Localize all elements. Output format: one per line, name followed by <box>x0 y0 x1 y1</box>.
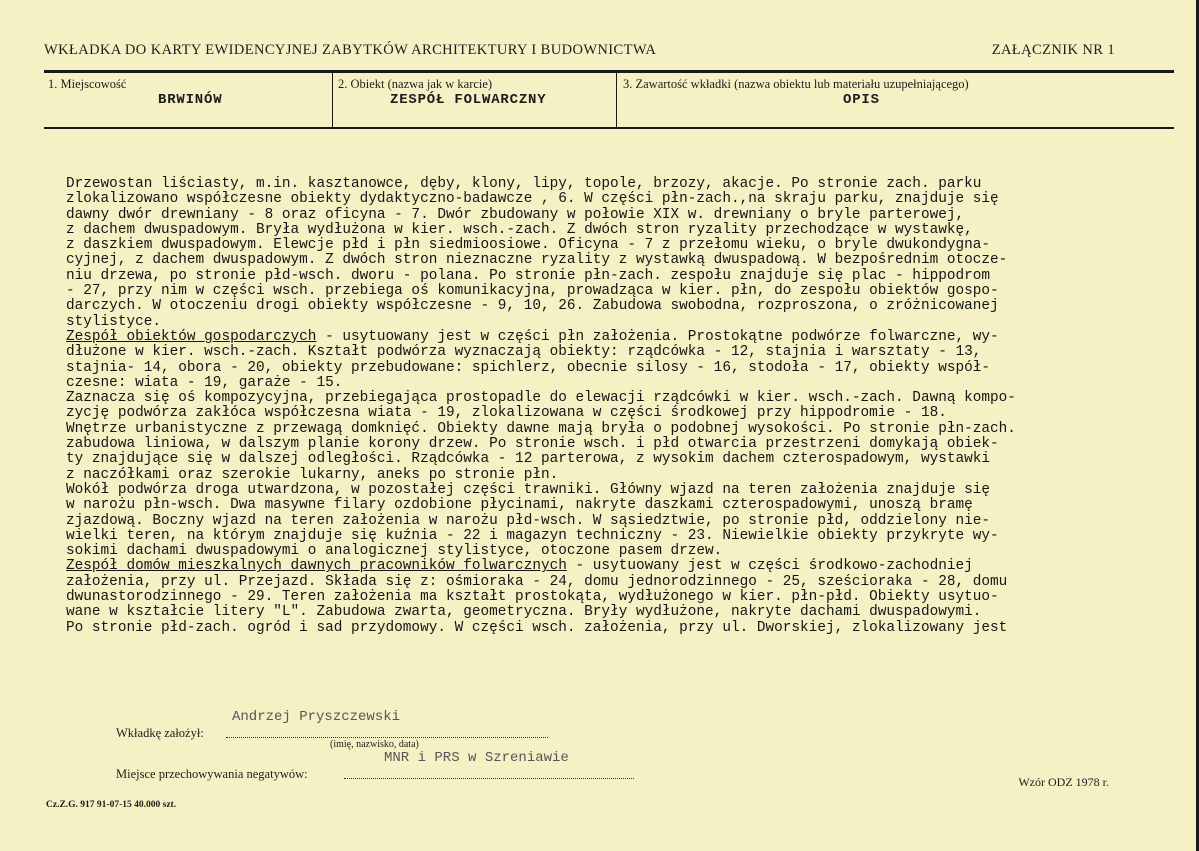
text-line: dwunastorodzinnego - 29. Teren założenia ma kształt prostokąta, wydłużonego w kier. płn-płd. Obiekty usytuo- <box>66 589 999 606</box>
created-by-caption: (imię, nazwisko, data) <box>330 739 419 750</box>
description-text <box>66 177 1181 636</box>
text-line: z dachem dwuspadowym. Bryła wydłużona w kier. wsch.-zach. Z dwóch stron ryzality przechodzące w wystawkę, <box>66 221 973 238</box>
print-info: Cz.Z.G. 917 91-07-15 40.000 szt. <box>46 800 177 810</box>
created-by-value: Andrzej Pryszczewski <box>232 709 401 725</box>
text-line: zlokalizowano współczesne obiekty dydaktyczno-badawcze , 6. W części płn-zach.,na skraju parku, znajduje się <box>66 191 999 208</box>
text-line: z daszkiem dwuspadowym. Elewcje płd i płn siedmioosiowe. Oficyna - 7 z przełomu wieku, o bryle dwukondygna- <box>66 237 991 254</box>
locality-label: 1. Miejscowość <box>48 77 127 91</box>
text-line: dłużone w kier. wsch.-zach. Kształt podwórza wyznaczają obiekty: rządcówka - 12, stajnia i warsztaty - 13, <box>66 344 982 361</box>
text-line: wane w kształcie litery "L". Zabudowa zwarta, geometryczna. Bryły wydłużone, nakryte dachami dwuspadowymi. <box>66 604 982 621</box>
text-line: ty znajdujące się w dalszej odległości. Rządcówka - 12 parterowa, z wysokim dachem czterospadowym, wystawki <box>66 451 991 468</box>
text-line: w narożu płn-wsch. Dwa masywne filary ozdobione płycinami, nakryte daszkami czterospadowymi, unoszą bramę <box>66 497 973 514</box>
content-value: OPIS <box>843 92 880 108</box>
signature-line <box>226 737 548 738</box>
text-line: cyjnej, z dachem dwuspadowym. Z dwóch stron nieznaczne ryzality z wystawką dwuspadową. W bezpośrednim otocze- <box>66 252 1008 269</box>
locality-value: BRWINÓW <box>158 92 223 108</box>
text-line: - usytuowany jest w części płn założenia. Prostokątne podwórze folwarczne, wy- <box>325 328 999 345</box>
storage-label: Miejsce przechowywania negatywów: <box>116 767 308 781</box>
text-line: zycję podwórza zakłóca współczesna wiata - 19, zlokalizowana w części środkowej przy hippodromie - 18. <box>66 405 947 422</box>
section-heading: Zespół obiektów gospodarczych <box>66 328 317 345</box>
text-line: Zaznacza się oś kompozycyjna, przebiegająca prostopadle do elewacji rządcówki w kier. wsch.-zach. Dawną kompo- <box>66 390 1016 407</box>
text-line: zabudowa liniowa, w dalszym planie korony drzew. Po stronie wsch. i płd otwarcia przestrzeni domykają obiek- <box>66 436 999 453</box>
text-line: - usytuowany jest w części środkowo-zachodniej <box>566 558 973 575</box>
text-line: czesne: wiata - 19, garaże - 15. <box>66 374 343 391</box>
text-line: Wokół podwórza droga utwardzona, w pozostałej części trawniki. Główny wjazd na teren założenia znajduje się <box>66 481 991 498</box>
object-label: 2. Obiekt (nazwa jak w karcie) <box>338 77 493 91</box>
text-line: zjazdową. Boczny wjazd na teren założenia w narożu płd-wsch. W sąsiedztwie, po stronie płd, oddzielony nie- <box>66 512 991 529</box>
form-title: WKŁADKA DO KARTY EWIDENCYJNEJ ZABYTKÓW ARCHITEKTURY I BUDOWNICTWA <box>44 42 657 58</box>
text-line: sokimi dachami dwuspadowymi o analogicznej stylistyce, otoczone pasem drzew. <box>66 543 723 560</box>
text-line: darczych. W otoczeniu drogi obiekty współczesne - 9, 10, 26. Zabudowa swobodna, rozproszona, o zróżnicowanej <box>66 298 999 315</box>
bottom-rule <box>44 127 1174 129</box>
annex-number: ZAŁĄCZNIK NR 1 <box>991 42 1115 58</box>
top-rule <box>44 70 1174 73</box>
text-line: niu drzewa, po stronie płd-wsch. dworu - polana. Po stronie płn-zach. zespołu znajduje się plac - hippodrom <box>66 267 991 284</box>
column-divider <box>616 73 617 127</box>
text-line: stylistyce. <box>66 313 161 330</box>
text-line: Drzewostan liściasty, m.in. kasztanowce, dęby, klony, lipy, topole, brzozy, akacje. Po stronie zach. parku <box>66 176 982 192</box>
template-id: Wzór ODZ 1978 r. <box>1018 775 1109 789</box>
text-line: założenia, przy ul. Przejazd. Składa się z: ośmioraka - 24, domu jednorodzinnego - 25, sześcioraka - 28, domu <box>66 573 1008 590</box>
section-heading: Zespół domów mieszkalnych dawnych pracowników folwarcznych <box>66 558 567 575</box>
storage-line <box>344 778 634 779</box>
text-line: - 27, przy nim w części wsch. przebiega oś komunikacyjna, prowadząca w kier. płn, do zespołu obiektów gospo- <box>66 283 999 300</box>
content-label: 3. Zawartość wkładki (nazwa obiektu lub materiału uzupełniającego) <box>623 77 969 91</box>
created-by-label: Wkładkę założył: <box>116 726 204 740</box>
text-line: dawny dwór drewniany - 8 oraz oficyna - 7. Dwór zbudowany w połowie XIX w. drewniany o bryle parterowej, <box>66 206 965 223</box>
text-line: stajnia- 14, obora - 20, obiekty przebudowane: spichlerz, obecnie silosy - 16, stodoła - 17, obiekty współ- <box>66 359 991 376</box>
column-divider <box>332 73 333 127</box>
text-line: z naczółkami oraz szerokie lukarny, aneks po stronie płn. <box>66 466 559 483</box>
object-value: ZESPÓŁ FOLWARCZNY <box>390 92 547 108</box>
text-line: wielki teren, na którym znajduje się kuźnia - 22 i magazyn techniczny - 23. Niewielkie obiekty przykryte wy- <box>66 527 999 544</box>
storage-value: MNR i PRS w Szreniawie <box>384 750 569 766</box>
text-line: Po stronie płd-zach. ogród i sad przydomowy. W części wsch. założenia, przy ul. Dworskiej, zlokalizowany jest <box>66 619 1008 636</box>
text-line: Wnętrze urbanistyczne z przewagą domknięć. Obiekty dawne mają bryła o podobnej wysokości. Po stronie płn-zach. <box>66 420 1016 437</box>
